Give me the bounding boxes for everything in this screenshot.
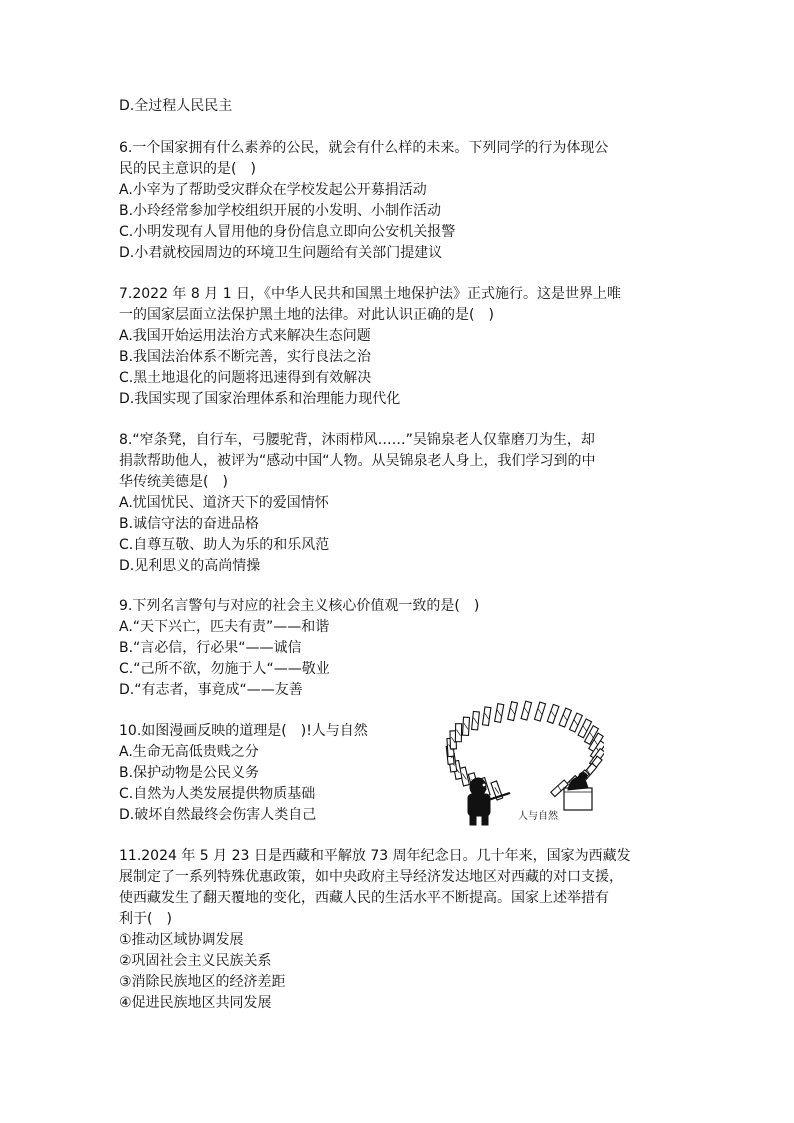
q8-option-d: D.见利思义的高尚情操 <box>119 558 261 574</box>
q10-option-b: B.保护动物是公民义务 <box>119 765 260 781</box>
q9-option-d: D.“有志者，事竟成“——友善 <box>119 682 303 698</box>
q10-cartoon-caption: 人与自然 <box>518 811 558 822</box>
q11-item-1: ①推动区域协调发展 <box>119 932 244 948</box>
q10-stem: 10.如图漫画反映的道理是( )!人与自然 <box>119 723 368 739</box>
q7-option-d: D.我国实现了国家治理体系和治理能力现代化 <box>119 391 401 407</box>
q11-stem-line-4: 利于( ) <box>119 911 172 927</box>
q8-option-a: A.忧国忧民、道济天下的爱国情怀 <box>119 495 329 511</box>
q8-option-b: B.诚信守法的奋进品格 <box>119 516 260 532</box>
q8-stem-line-1: 8.“窄条凳，自行车，弓腰驼背，沐雨栉风……”吴锦泉老人仅靠磨刀为生，却 <box>119 432 595 448</box>
q11-stem-line-2: 展制定了一系列特殊优惠政策，如中央政府主导经济发达地区对西藏的对口支援， <box>119 869 623 885</box>
q6-option-b: B.小玲经常参加学校组织开展的小发明、小制作活动 <box>119 203 442 219</box>
q7-option-c: C.黑土地退化的问题将迅速得到有效解决 <box>119 370 372 386</box>
q8-stem-line-3: 华传统美德是( ) <box>119 474 228 490</box>
q7-option-a: A.我国开始运用法治方式来解决生态问题 <box>119 328 371 344</box>
q6-option-a: A.小宰为了帮助受灾群众在学校发起公开募捐活动 <box>119 182 427 198</box>
q7-stem-line-2: 一的国家层面立法保护黑土地的法律。对此认识正确的是( ) <box>119 307 494 323</box>
hunter-figure <box>468 778 510 825</box>
q6-option-c: C.小明发现有人冒用他的身份信息立即向公安机关报警 <box>119 224 456 240</box>
q9-option-c: C.“己所不欲，勿施于人“——敬业 <box>119 661 330 677</box>
q10-option-d: D.破坏自然最终会伤害人类自己 <box>119 807 317 823</box>
q9-option-b: B.“言必信，行必果“——诚信 <box>119 640 302 656</box>
q11-item-2: ②巩固社会主义民族关系 <box>119 953 272 969</box>
q11-stem-line-3: 使西藏发生了翻天覆地的变化，西藏人民的生活水平不断提高。国家上述举措有 <box>119 890 609 906</box>
q11-item-4: ④促进民族地区共同发展 <box>119 995 272 1011</box>
q9-stem: 9.下列名言警句与对应的社会主义核心价值观一致的是( ) <box>119 598 480 614</box>
q7-stem-line-1: 7.2022 年 8 月 1 日，《中华人民共和国黑土地保护法》正式施行。这是世界上唯 <box>119 286 622 302</box>
q11-stem-line-1: 11.2024 年 5 月 23 日是西藏和平解放 73 周年纪念日。几十年来，国家为西藏发 <box>119 848 631 864</box>
q5-option-d: D.全过程人民民主 <box>119 98 233 114</box>
q7-option-b: B.我国法治体系不断完善，实行良法之治 <box>119 349 372 365</box>
q8-stem-line-2: 捐款帮助他人，被评为“感动中国“人物。从吴锦泉老人身上，我们学习到的中 <box>119 453 596 469</box>
q6-stem-line-2: 民的民主意识的是( ) <box>119 161 256 177</box>
q6-option-d: D.小君就校园周边的环境卫生问题给有关部门提建议 <box>119 245 443 261</box>
q6-stem-line-1: 6.一个国家拥有什么素养的公民，就会有什么样的未来。下列同学的行为体现公 <box>119 140 609 156</box>
q10-cartoon-image <box>432 696 604 830</box>
q8-option-c: C.自尊互敬、助人为乐的和乐风范 <box>119 537 330 553</box>
q11-item-3: ③消除民族地区的经济差距 <box>119 974 286 990</box>
q10-option-a: A.生命无高低贵贱之分 <box>119 744 259 760</box>
q10-option-c: C.自然为人类发展提供物质基础 <box>119 786 316 802</box>
q9-option-a: A.“天下兴亡，匹夫有责”——和谐 <box>119 619 330 635</box>
